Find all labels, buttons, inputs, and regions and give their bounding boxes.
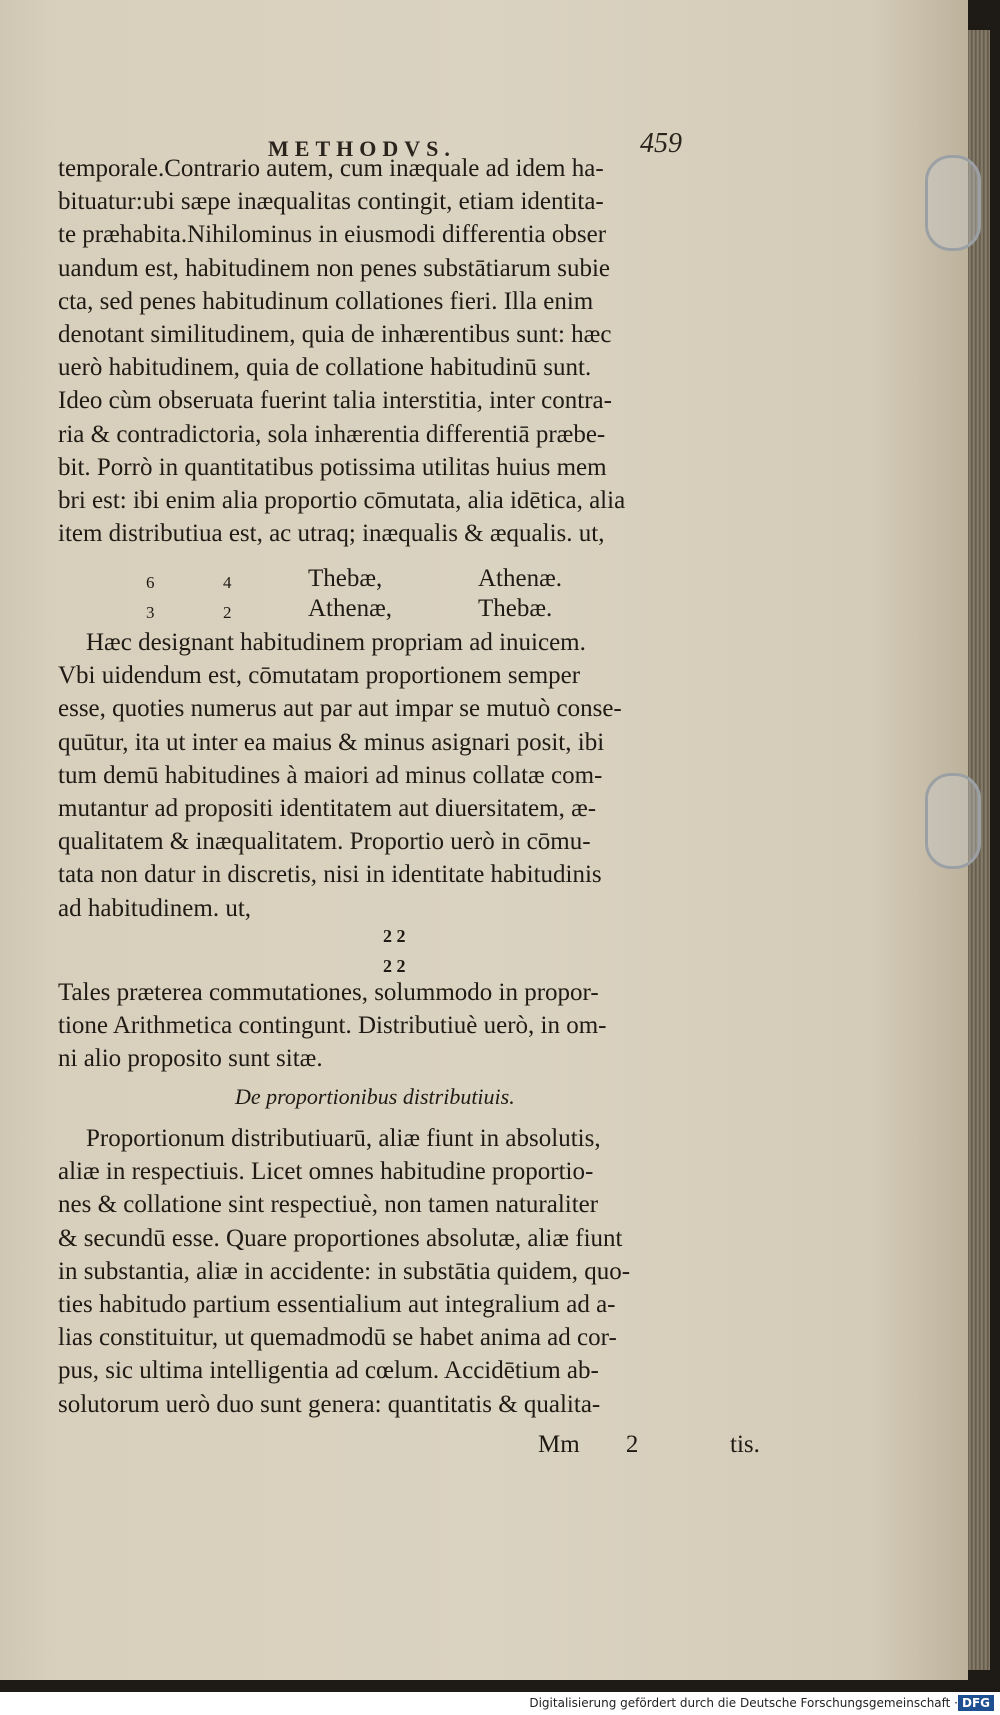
- page-number: 459: [640, 128, 682, 159]
- catchword: tis.: [730, 1431, 760, 1458]
- table-number: 2: [223, 603, 232, 622]
- text-line: bit. Porrò in quantitatibus potissima utilitas huius mem: [58, 453, 607, 481]
- text-line: bri est: ibi enim alia proportio cōmutata, alia idētica, alia: [58, 487, 626, 514]
- table-city: Thebæ.: [478, 595, 553, 622]
- text-line: in substantia, aliæ in accidente: in substātia quidem, quo-: [58, 1257, 631, 1285]
- text-line: Proportionum distributiuarū, aliæ fiunt in absolutis,: [86, 1125, 601, 1152]
- text-line: quūtur, ita ut inter ea maius & minus asignari posit, ibi: [58, 728, 605, 756]
- text-line: ni alio proposito sunt sitæ.: [58, 1045, 323, 1073]
- text-line: item distributiua est, ac utraq; inæqualis & æqualis. ut,: [58, 520, 605, 548]
- text-line: Tales præterea commutationes, solummodo in propor-: [58, 979, 599, 1006]
- signature-mark: Mm 2: [538, 1431, 639, 1458]
- text-line: qualitatem & inæqualitatem. Proportio uerò in cōmu-: [58, 828, 591, 856]
- text-line: lias constituitur, ut quemadmodū se habet anima ad cor-: [58, 1324, 617, 1352]
- table-number: 3: [146, 603, 155, 622]
- text-line: nes & collatione sint respectiuè, non tamen naturaliter: [58, 1191, 599, 1219]
- table-city: Athenæ,: [308, 595, 393, 622]
- text-line: uandum est, habitudinem non penes substātiarum subie: [58, 254, 610, 282]
- text-line: cta, sed penes habitudinum collationes fieri. Illa enim: [58, 287, 594, 315]
- page-clip-top: [925, 155, 981, 251]
- text-line: uerò habitudinem, quia de collatione habitudinū sunt.: [58, 354, 592, 382]
- text-line: ad habitudinem. ut,: [58, 894, 252, 922]
- text-line: esse, quoties numerus aut par aut impar se mutuò conse-: [58, 695, 622, 723]
- text-line: tata non datur in discretis, nisi in identitate habitudinis: [58, 861, 602, 889]
- text-line: temporale.Contrario autem, cum inæquale ad idem ha-: [58, 155, 604, 182]
- running-head: METHODVS.: [268, 136, 456, 161]
- text-line: te præhabita.Nihilominus in eiusmodi differentia obser: [58, 221, 607, 249]
- text-line: ria & contradictoria, sola inhærentia differentiā præbe-: [58, 420, 606, 448]
- table-number: 6: [146, 573, 155, 592]
- text-line: ties habitudo partium essentialium aut integralium ad a-: [58, 1291, 616, 1318]
- pair-number: 2 2: [383, 956, 406, 976]
- text-line: & secundū esse. Quare proportiones absolutæ, aliæ fiunt: [58, 1224, 623, 1252]
- text-line: Vbi uidendum est, cōmutatam proportionem semper: [58, 662, 581, 690]
- dfg-logo: DFG: [958, 1695, 994, 1711]
- table-number: 4: [223, 573, 232, 592]
- pair-number: 2 2: [383, 926, 406, 946]
- text-line: Hæc designant habitudinem propriam ad inuicem.: [86, 629, 586, 656]
- table-city: Athenæ.: [478, 565, 563, 592]
- text-line: bituatur:ubi sæpe inæqualitas contingit, etiam identita-: [58, 188, 604, 216]
- text-line: denotant similitudinem, quia de inhærentibus sunt: hæc: [58, 321, 612, 348]
- text-line: tione Arithmetica contingunt. Distributiuè uerò, in om-: [58, 1012, 607, 1040]
- page-clip-middle: [925, 773, 981, 869]
- text-line: aliæ in respectiuis. Licet omnes habitudine proportio-: [58, 1158, 594, 1186]
- table-city: Thebæ,: [308, 565, 383, 592]
- text-line: tum demū habitudines à maiori ad minus collatæ com-: [58, 761, 603, 789]
- text-line: pus, sic ultima intelligentia ad cœlum. Accidētium ab-: [58, 1357, 599, 1385]
- footer-credit: Digitalisierung gefördert durch die Deutsche Forschungsgemeinschaft ·: [529, 1696, 958, 1710]
- text-line: solutorum uerò duo sunt genera: quantitatis & qualita-: [58, 1390, 601, 1418]
- text-line: mutantur ad propositi identitatem aut diuersitatem, æ-: [58, 795, 597, 822]
- section-heading: De proportionibus distributiuis.: [235, 1084, 515, 1109]
- text-line: Ideo cùm obseruata fuerint talia interstitia, inter contra-: [58, 387, 612, 415]
